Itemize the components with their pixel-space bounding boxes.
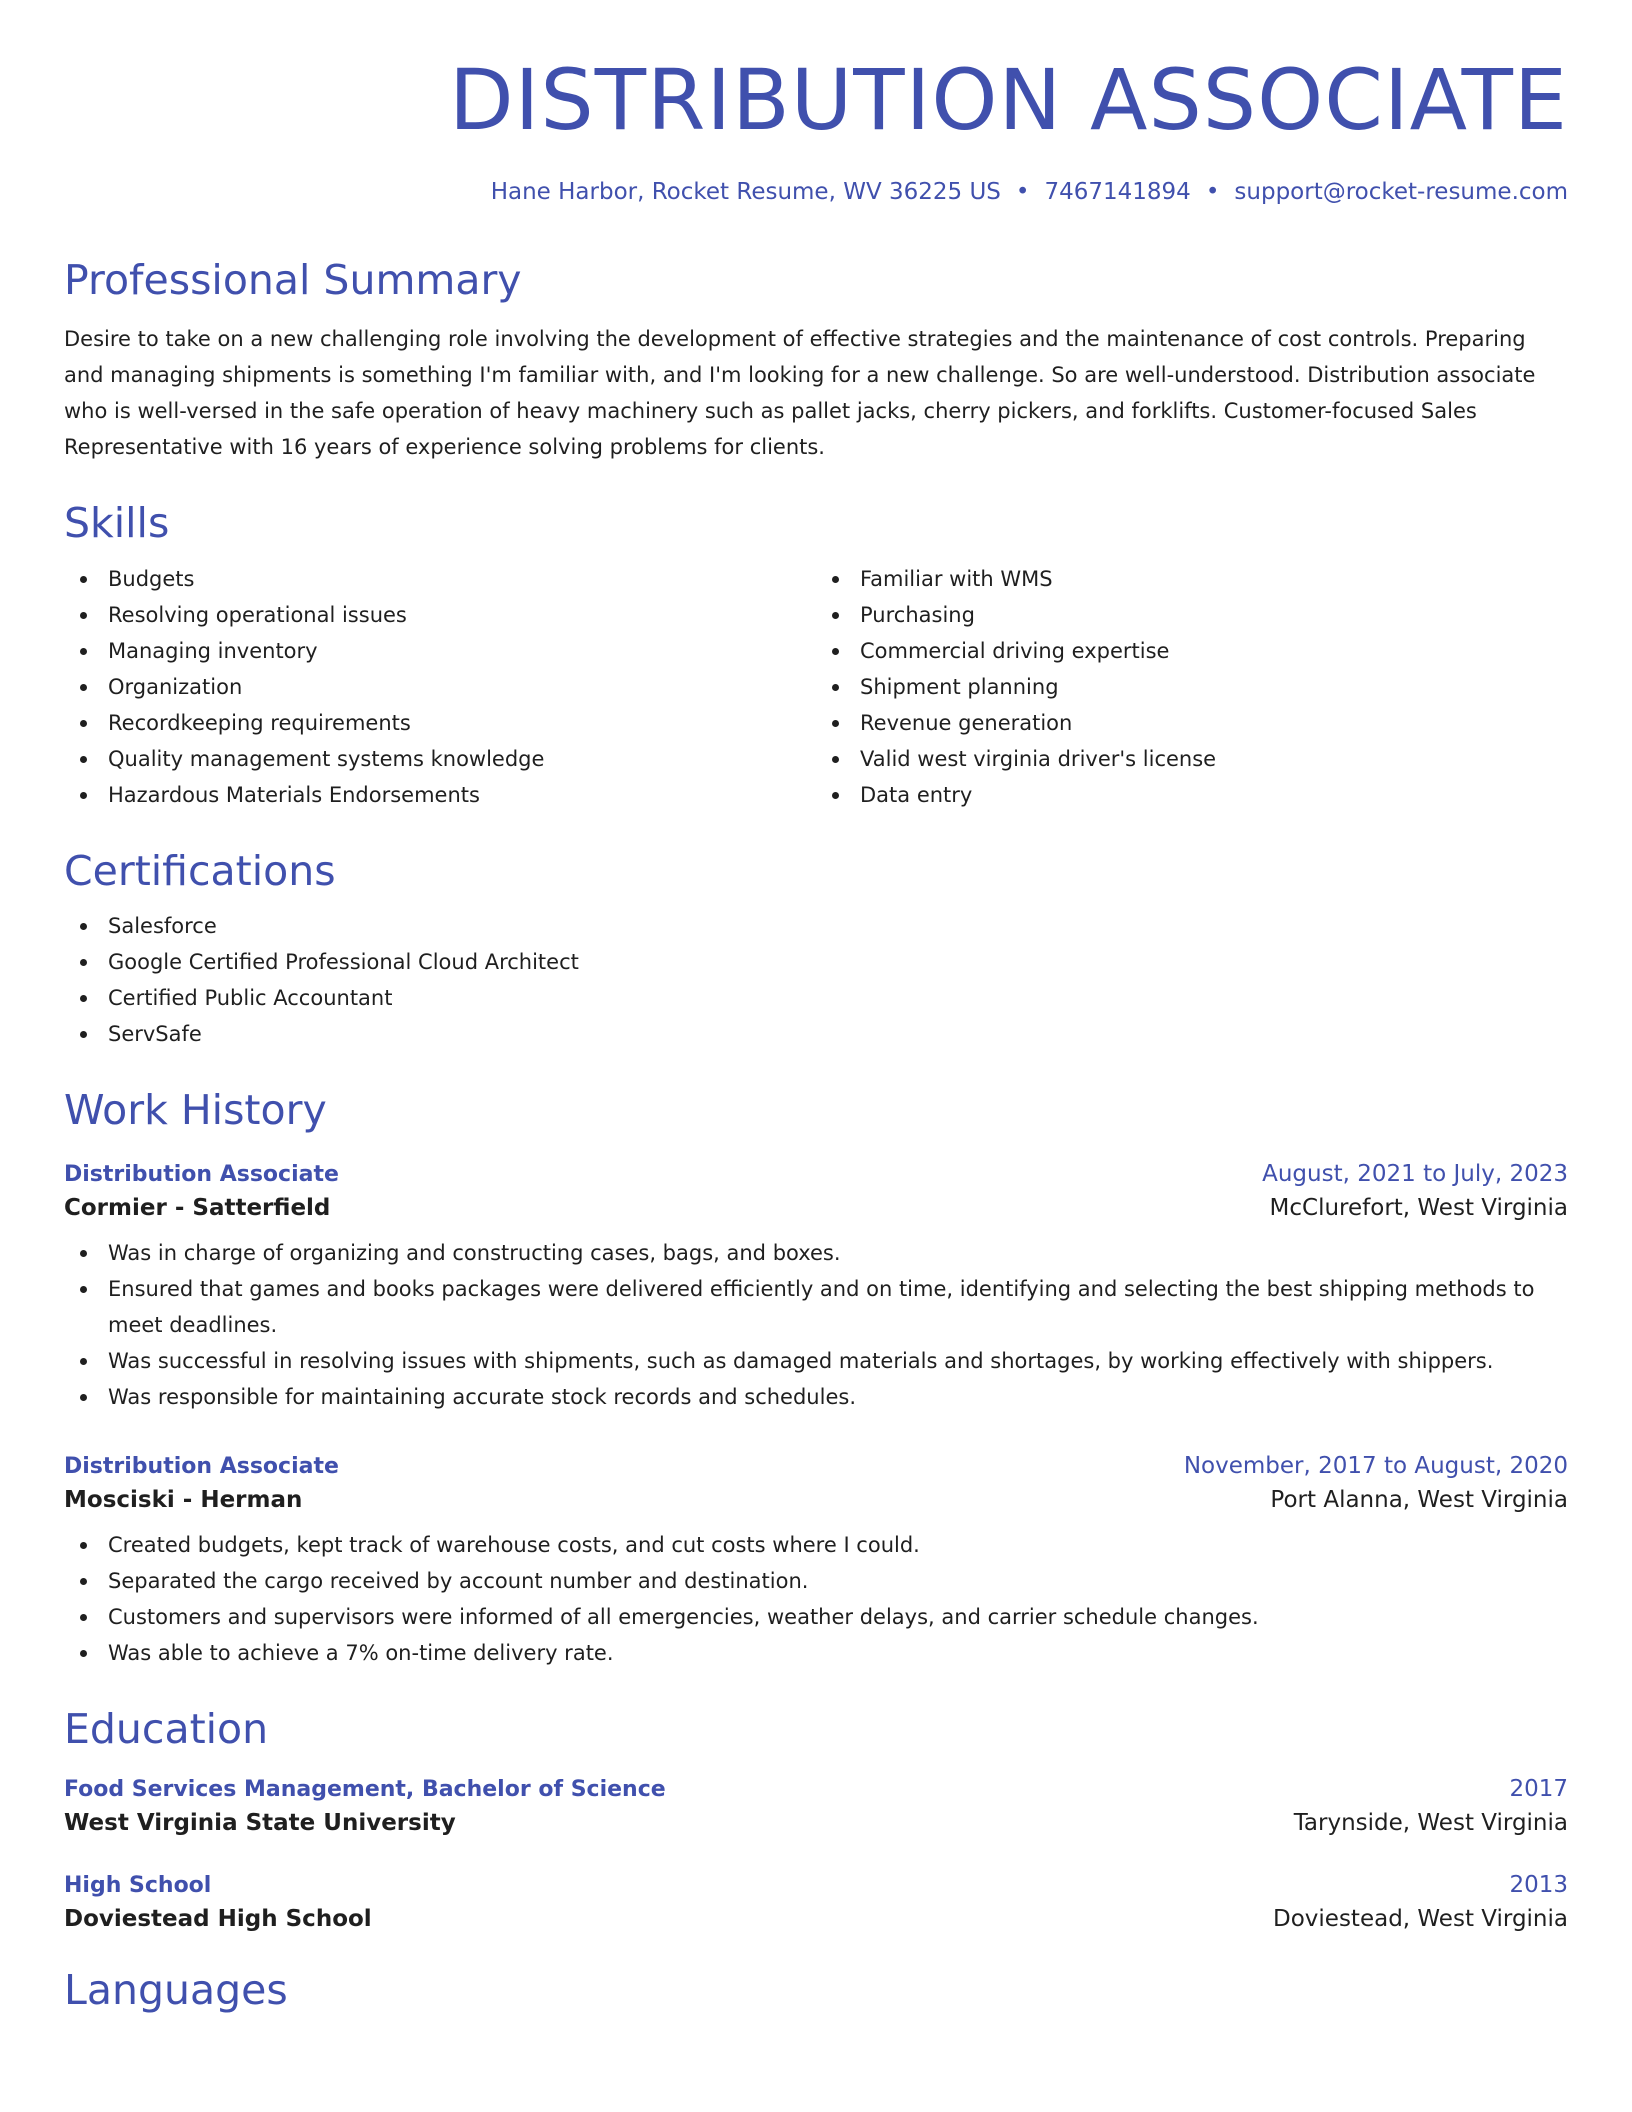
- work-history-heading: Work History: [64, 1085, 327, 1134]
- skills-grid: [64, 561, 1568, 813]
- skill-item: Purchasing: [816, 597, 1568, 633]
- certifications-section: [64, 847, 1568, 1052]
- skill-item: Recordkeeping requirements: [64, 705, 816, 741]
- certification-item: Certified Public Accountant: [64, 980, 1568, 1016]
- education-location: Doviestead, West Virginia: [1273, 1906, 1568, 1933]
- skills-column-right: [816, 561, 1568, 813]
- contact-separator: •: [1205, 178, 1220, 205]
- job-location: Port Alanna, West Virginia: [1270, 1486, 1568, 1513]
- skills-list-right: [816, 561, 1568, 813]
- contact-address: Hane Harbor, Rocket Resume, WV 36225 US: [490, 178, 1001, 205]
- job-title: Distribution Associate: [64, 1453, 339, 1479]
- job-dates: August, 2021 to July, 2023: [1262, 1160, 1568, 1187]
- education-school-row: [64, 1810, 1568, 1836]
- education-degree: High School: [64, 1873, 212, 1899]
- languages-section: [64, 1966, 1568, 2015]
- job-company-row: [64, 1195, 1568, 1221]
- education-degree: Food Services Management, Bachelor of Science: [64, 1777, 666, 1803]
- education-school-row: [64, 1906, 1568, 1932]
- skill-item: Resolving operational issues: [64, 597, 816, 633]
- job-bullet: Was able to achieve a 7% on-time delivery rate.: [64, 1635, 1568, 1671]
- education-heading: Education: [64, 1704, 269, 1753]
- contact-info: [64, 179, 1568, 207]
- job-bullet: Was successful in resolving issues with shipments, such as damaged materials and shortages, by working effectively with shippers.: [64, 1343, 1568, 1379]
- education-entry: [64, 1872, 1568, 1932]
- work-history-section: [64, 1086, 1568, 1671]
- job-bullet: Was responsible for maintaining accurate stock records and schedules.: [64, 1379, 1568, 1415]
- education-school: Doviestead High School: [64, 1906, 372, 1933]
- summary-heading: Professional Summary: [64, 256, 522, 305]
- job-bullet: Was in charge of organizing and constructing cases, bags, and boxes.: [64, 1235, 1568, 1271]
- skill-item: Budgets: [64, 561, 816, 597]
- job-bullet: Created budgets, kept track of warehouse costs, and cut costs where I could.: [64, 1527, 1568, 1563]
- job-header-row: [64, 1161, 1568, 1187]
- skill-item: Organization: [64, 669, 816, 705]
- resume-name: DISTRIBUTION ASSOCIATE: [448, 51, 1568, 149]
- education-year: 2013: [1509, 1872, 1568, 1899]
- languages-heading: Languages: [64, 1966, 288, 2015]
- job-company: Mosciski - Herman: [64, 1486, 303, 1513]
- education-entry: [64, 1776, 1568, 1836]
- skill-item: Hazardous Materials Endorsements: [64, 777, 816, 813]
- contact-email: support@rocket-resume.com: [1234, 178, 1568, 205]
- job-bullets: [64, 1527, 1568, 1671]
- certifications-list: [64, 908, 1568, 1052]
- skill-item: Valid west virginia driver's license: [816, 741, 1568, 777]
- education-header-row: [64, 1776, 1568, 1802]
- job-dates: November, 2017 to August, 2020: [1183, 1452, 1568, 1479]
- job-bullets: [64, 1235, 1568, 1415]
- skills-list-left: [64, 561, 816, 813]
- skill-item: Commercial driving expertise: [816, 633, 1568, 669]
- skill-item: Managing inventory: [64, 633, 816, 669]
- contact-phone: 7467141894: [1044, 178, 1191, 205]
- job-company-row: [64, 1487, 1568, 1513]
- education-section: [64, 1705, 1568, 1932]
- skill-item: Quality management systems knowledge: [64, 741, 816, 777]
- certification-item: Google Certified Professional Cloud Architect: [64, 944, 1568, 980]
- certifications-heading: Certifications: [64, 846, 336, 895]
- job-entry: [64, 1161, 1568, 1415]
- skill-item: Familiar with WMS: [816, 561, 1568, 597]
- job-title: Distribution Associate: [64, 1161, 339, 1187]
- job-bullet: Separated the cargo received by account number and destination.: [64, 1563, 1568, 1599]
- skills-heading: Skills: [64, 499, 170, 548]
- education-year: 2017: [1509, 1776, 1568, 1803]
- summary-text: Desire to take on a new challenging role involving the development of effective strategies and the maintenance of cost controls. Preparing and managing shipments is something I'm familiar with, and I'm looking for a new challenge. So are well-understood. Distribution associate who is well-versed in the safe operation of heavy machinery such as pallet jacks, cherry pickers, and forklifts. Customer-focused Sales Representative with 16 years of experience solving problems for clients.: [64, 327, 1536, 460]
- skill-item: Shipment planning: [816, 669, 1568, 705]
- education-header-row: [64, 1872, 1568, 1898]
- skill-item: Revenue generation: [816, 705, 1568, 741]
- contact-separator: •: [1015, 178, 1030, 205]
- job-bullet: Customers and supervisors were informed of all emergencies, weather delays, and carrier schedule changes.: [64, 1599, 1568, 1635]
- skills-column-left: [64, 561, 816, 813]
- job-header-row: [64, 1453, 1568, 1479]
- certification-item: Salesforce: [64, 908, 1568, 944]
- job-entry: [64, 1453, 1568, 1671]
- job-company: Cormier - Satterfield: [64, 1194, 331, 1221]
- job-location: McClurefort, West Virginia: [1269, 1194, 1568, 1221]
- education-location: Tarynside, West Virginia: [1293, 1810, 1568, 1837]
- job-bullet: Ensured that games and books packages were delivered efficiently and on time, identifying and selecting the best shipping methods to meet deadlines.: [64, 1271, 1568, 1343]
- certification-item: ServSafe: [64, 1016, 1568, 1052]
- education-school: West Virginia State University: [64, 1810, 456, 1837]
- skills-section: [64, 499, 1568, 812]
- skill-item: Data entry: [816, 777, 1568, 813]
